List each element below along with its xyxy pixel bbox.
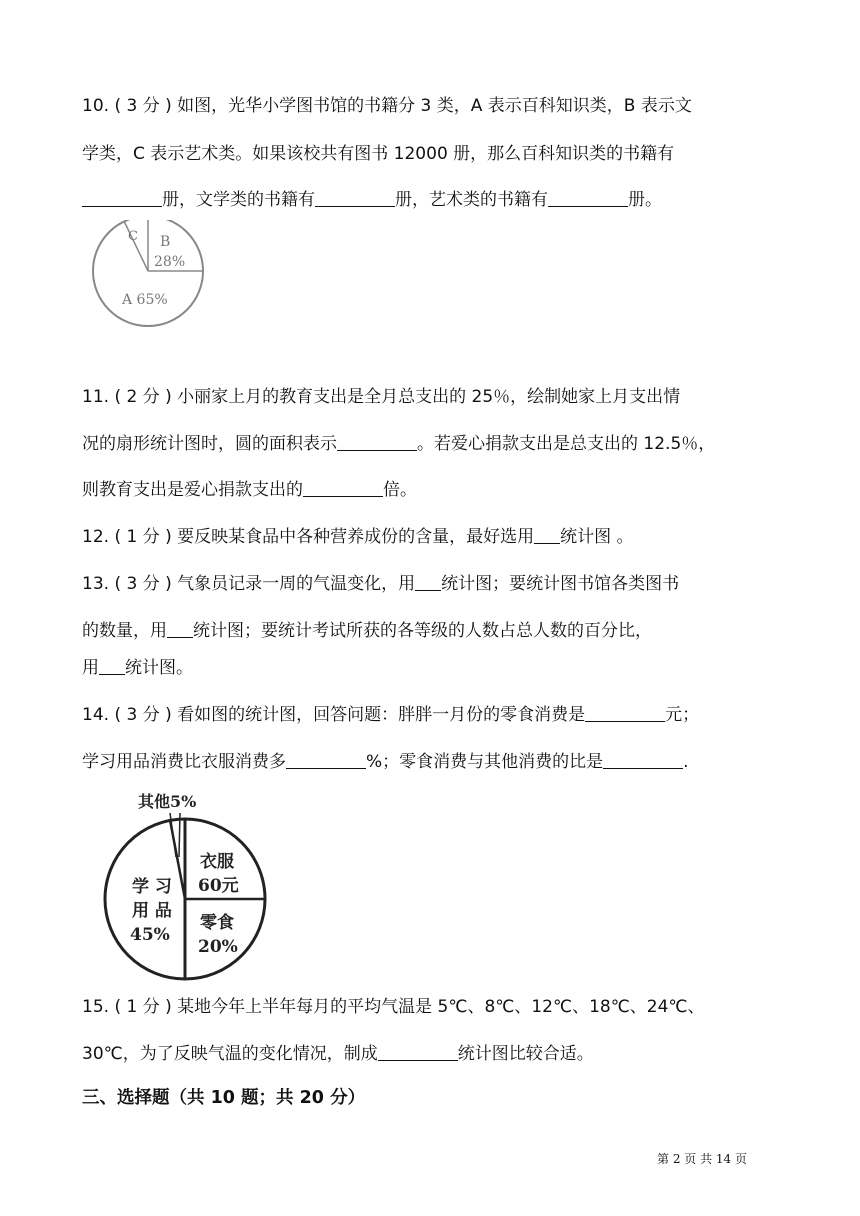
pie-label-snacks: 零食 [200, 913, 234, 933]
pie-chart-expenses [100, 785, 275, 985]
answer-blank[interactable] [548, 188, 628, 207]
pie-label-snacks-value: 20% [198, 937, 238, 957]
answer-blank[interactable] [603, 750, 683, 769]
q10-line3: 册，文学类的书籍有 册，艺术类的书籍有 册。 [82, 188, 662, 212]
pie-label-b: B [160, 234, 171, 250]
answer-blank[interactable] [99, 656, 125, 675]
answer-blank[interactable] [378, 1042, 458, 1061]
pie-label-c: C [128, 229, 138, 244]
q15-line2: 30℃，为了反映气温的变化情况，制成 统计图比较合适。 [82, 1044, 594, 1064]
pie-label-a: A 65% [122, 292, 168, 308]
pie-label-study-value: 45% [130, 925, 170, 945]
q11-line1: 11. ( 2 分 ) 小丽家上月的教育支出是全月总支出的 25％，绘制她家上月支出情 [82, 387, 681, 407]
pie-chart-books [88, 220, 208, 335]
q15-line1: 15. ( 1 分 ) 某地今年上半年每月的平均气温是 5℃、8℃、12℃、18℃、24℃、 [82, 997, 705, 1017]
answer-blank[interactable] [167, 619, 193, 638]
q10-line2: 学类，C 表示艺术类。如果该校共有图书 12000 册，那么百科知识类的书籍有 [82, 144, 675, 164]
q11-line3: 则教育支出是爱心捐款支出的 倍。 [82, 480, 417, 500]
pie-label-other: 其他5% [138, 792, 197, 811]
answer-blank[interactable] [315, 188, 395, 207]
pie-label-study-2: 用 品 [132, 901, 172, 921]
answer-blank[interactable] [585, 703, 665, 722]
answer-blank[interactable] [337, 432, 417, 451]
page-footer: 第 2 页 共 14 页 [657, 1152, 747, 1166]
answer-blank[interactable] [534, 525, 560, 544]
q13-line3: 用 统计图。 [82, 658, 193, 678]
pointer-line [179, 813, 180, 857]
pie-label-clothes-value: 60元 [198, 876, 239, 896]
answer-blank[interactable] [303, 478, 383, 497]
answer-blank[interactable] [415, 572, 441, 591]
q11-line2: 况的扇形统计图时，圆的面积表示 。若爱心捐款支出是总支出的 12.5％， [82, 434, 716, 454]
pie-label-b-value: 28% [154, 254, 186, 270]
pie-label-clothes: 衣服 [200, 852, 234, 872]
q13-line1: 13. ( 3 分 ) 气象员记录一周的气温变化，用 统计图；要统计图书馆各类图书 [82, 574, 680, 594]
answer-blank[interactable] [82, 188, 162, 207]
section-heading: 三、选择题（共 10 题；共 20 分） [82, 1088, 366, 1108]
q10-line1: 10. ( 3 分 ) 如图，光华小学图书馆的书籍分 3 类，A 表示百科知识类，B 表示文 [82, 96, 692, 116]
q13-line2: 的数量，用 统计图；要统计考试所获的各等级的人数占总人数的百分比， [82, 621, 652, 641]
q14-line2: 学习用品消费比衣服消费多 %；零食消费与其他消费的比是 . [82, 752, 689, 772]
pie-label-study: 学 习 [132, 877, 172, 897]
q14-line1: 14. ( 3 分 ) 看如图的统计图，回答问题：胖胖一月份的零食消费是 元； [82, 705, 700, 725]
q12-line1: 12. ( 1 分 ) 要反映某食品中各种营养成份的含量，最好选用 统计图 。 [82, 527, 634, 547]
answer-blank[interactable] [286, 750, 366, 769]
